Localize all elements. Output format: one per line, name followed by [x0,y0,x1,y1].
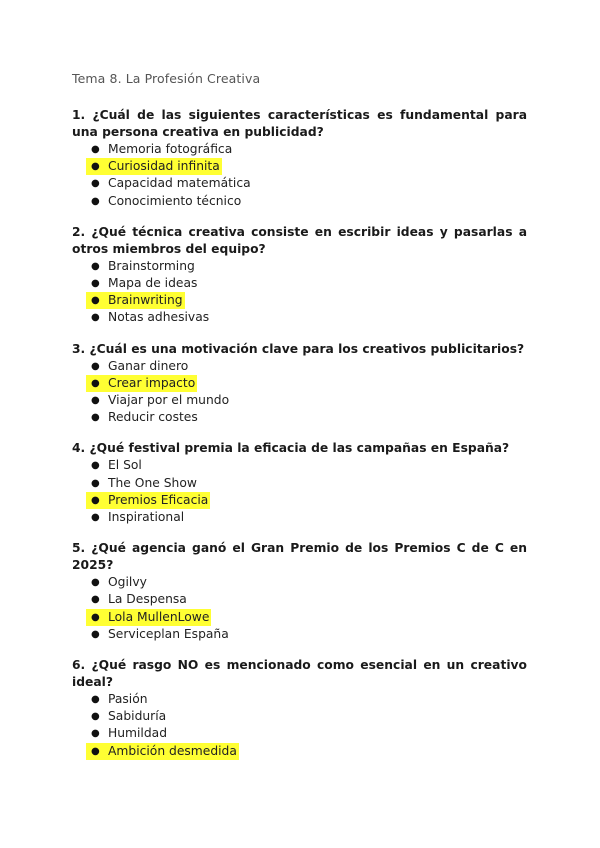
bullet-icon: ● [91,395,100,407]
question-text: 4. ¿Qué festival premia la eficacia de las campañas en España? [72,441,510,456]
option-label: Brainwriting [108,293,183,308]
question-6 [72,657,527,760]
option-list [72,258,527,327]
bullet-icon: ● [91,412,100,424]
bullet-icon: ● [91,694,100,706]
option-label: Ogilvy [108,575,147,590]
option-label: Notas adhesivas [108,310,210,325]
option-item [72,193,527,210]
question-text: 6. ¿Qué rasgo NO es mencionado como esencial en un creativo ideal? [72,658,527,690]
option-list [72,457,527,526]
option-label: El Sol [108,458,142,473]
option-label: Conocimiento técnico [108,193,242,208]
question-1 [72,107,527,210]
bullet-icon: ● [91,195,100,207]
question-list [72,107,527,774]
bullet-icon: ● [91,494,100,506]
option-label: Ambición desmedida [108,743,237,758]
option-label: Inspirational [108,510,185,525]
bullet-icon: ● [91,745,100,757]
option-label: Ganar dinero [108,358,189,373]
option-item [72,708,527,725]
bullet-icon: ● [91,628,100,640]
document-title: Tema 8. La Profesión Creativa [72,71,261,86]
option-label: Pasión [108,692,148,707]
bullet-icon: ● [91,460,100,472]
question-3 [72,341,527,427]
question-text: 1. ¿Cuál de las siguientes características es fundamental para una persona creativa en publicidad? [72,108,527,139]
option-label: Premios Eficacia [108,492,209,507]
option-item [72,626,527,643]
option-label: Mapa de ideas [108,276,198,291]
option-item [72,358,527,375]
option-item [72,258,527,275]
bullet-icon: ● [91,360,100,372]
option-item-highlighted [86,609,211,626]
bullet-icon: ● [91,312,100,324]
bullet-icon: ● [91,611,100,623]
option-label: Curiosidad infinita [108,159,220,174]
option-label: Reducir costes [108,410,198,425]
bullet-icon: ● [91,295,100,307]
option-label: Serviceplan España [108,626,229,641]
option-item [72,457,527,474]
question-5 [72,540,527,643]
option-item [72,509,527,526]
bullet-icon: ● [91,144,100,155]
option-label: Brainstorming [108,258,195,273]
option-item [72,725,527,742]
question-4 [72,440,527,526]
bullet-icon: ● [91,728,100,740]
option-label: Viajar por el mundo [108,393,230,408]
option-item [72,392,527,409]
option-item-highlighted [86,492,210,509]
bullet-icon: ● [91,477,100,489]
bullet-icon: ● [91,577,100,589]
option-list [72,141,527,210]
bullet-icon: ● [91,161,100,173]
option-item-highlighted [86,292,185,309]
option-label: Humildad [108,726,167,741]
option-item [72,475,527,492]
question-text: 2. ¿Qué técnica creativa consiste en escribir ideas y pasarlas a otros miembros del equipo? [72,224,527,256]
option-item-highlighted [86,375,197,392]
option-item [72,409,527,426]
question-text: 3. ¿Cuál es una motivación clave para los creativos publicitarios? [72,341,525,356]
option-item [72,574,527,591]
option-list [72,358,527,427]
option-item-highlighted [86,158,222,175]
option-label: The One Show [108,475,197,490]
option-item [72,175,527,192]
option-item [72,141,527,158]
bullet-icon: ● [91,178,100,190]
bullet-icon: ● [91,594,100,606]
bullet-icon: ● [91,377,100,389]
option-label: Capacidad matemática [108,176,251,191]
bullet-icon: ● [91,260,100,272]
bullet-icon: ● [91,278,100,290]
option-list [72,691,527,760]
option-item [72,275,527,292]
question-text: 5. ¿Qué agencia ganó el Gran Premio de los Premios C de C en 2025? [72,541,527,573]
option-label: Crear impacto [108,375,196,390]
option-item [72,591,527,608]
bullet-icon: ● [91,711,100,723]
option-item-highlighted [86,743,239,760]
option-label: Sabiduría [108,709,167,724]
option-item [72,691,527,708]
question-2 [72,224,527,327]
bullet-icon: ● [91,512,100,524]
option-label: La Despensa [108,592,187,607]
option-label: Lola MullenLowe [108,609,210,624]
option-item [72,309,527,326]
option-list [72,574,527,643]
option-label: Memoria fotográfica [108,142,233,156]
